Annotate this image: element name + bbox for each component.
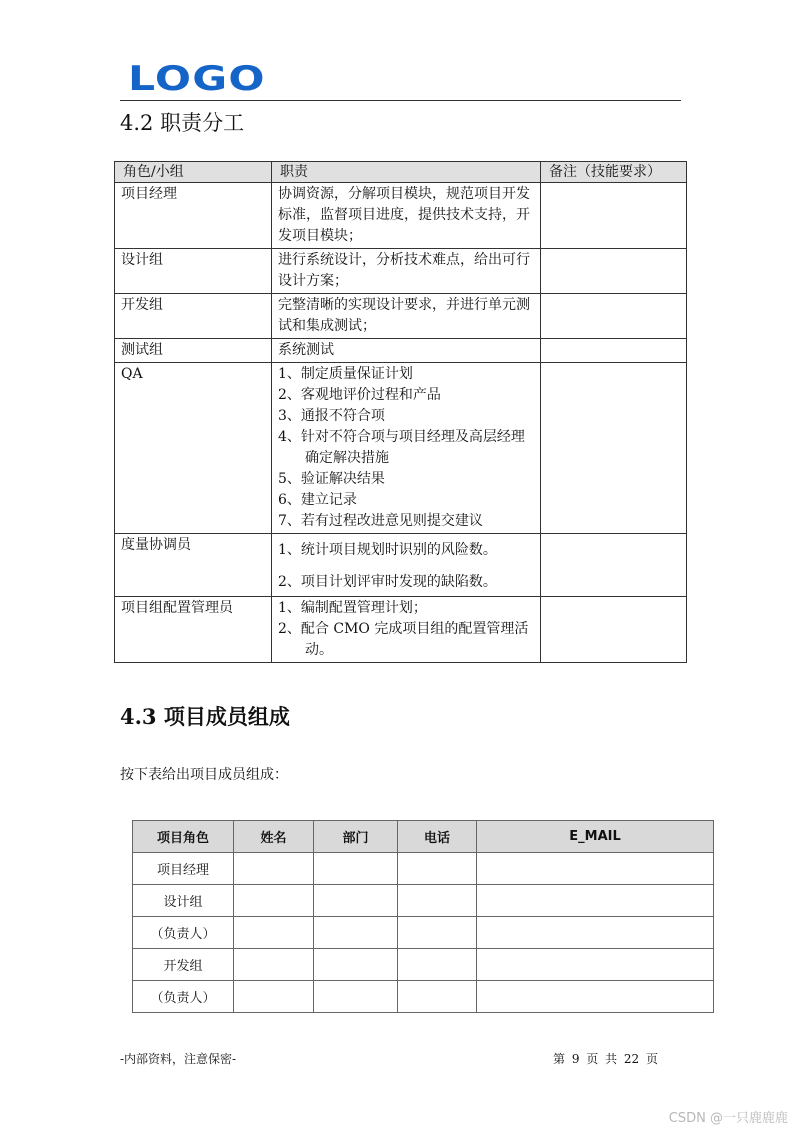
duty-list-item: 1、编制配置管理计划； [278,600,427,616]
name-cell[interactable] [234,949,314,981]
column-header-role: 角色/小组 [115,162,272,183]
note-cell [541,183,687,249]
intro-text: 按下表给出项目成员组成： [120,767,288,783]
department-cell[interactable] [314,981,398,1013]
duty-cell [272,597,541,663]
phone-cell[interactable] [398,853,477,885]
role-sub-cell: （负责人） [133,981,234,1013]
role-cell: 开发组 [115,294,272,339]
duty-list-item: 2、客观地评价过程和产品 [278,387,441,403]
email-cell[interactable] [477,853,714,885]
table-header-row [115,162,687,183]
duty-list-item: 1、统计项目规划时识别的风险数。 [278,542,497,558]
phone-cell[interactable] [398,949,477,981]
note-cell [541,339,687,363]
duty-list-item: 2、配合 CMO 完成项目组的配置管理活动。 [278,621,529,658]
role-cell: 项目组配置管理员 [115,597,272,663]
duty-cell: 进行系统设计，分析技术难点，给出可行设计方案； [272,249,541,294]
duty-list-item: 1、制定质量保证计划 [278,366,413,382]
duty-list-item: 6、建立记录 [278,492,357,508]
duty-list-item: 7、若有过程改进意见则提交建议 [278,513,483,529]
column-header-department: 部门 [314,821,398,853]
name-cell[interactable] [234,853,314,885]
table-row [133,917,714,949]
duty-cell: 系统测试 [272,339,541,363]
role-cell: QA [115,363,272,534]
duty-cell [272,534,541,597]
phone-cell[interactable] [398,917,477,949]
table-header-row [133,821,714,853]
table-row [115,249,687,294]
table-row [133,853,714,885]
email-cell[interactable] [477,917,714,949]
table-row [115,183,687,249]
role-cell: 测试组 [115,339,272,363]
role-cell: 开发组 [133,949,234,981]
department-cell[interactable] [314,853,398,885]
duty-cell: 完整清晰的实现设计要求，并进行单元测试和集成测试； [272,294,541,339]
note-cell [541,294,687,339]
table-row [115,339,687,363]
note-cell [541,597,687,663]
section-title-responsibilities: 4.2 职责分工 [120,111,245,135]
column-header-phone: 电话 [398,821,477,853]
role-cell: 项目经理 [115,183,272,249]
table-row [115,534,687,597]
column-header-duty: 职责 [272,162,541,183]
footer-page-number: 第 9 页 共 22 页 [553,1052,658,1066]
column-header-email: E_MAIL [477,821,714,853]
note-cell [541,249,687,294]
duty-cell [272,363,541,534]
member-table [132,820,714,1013]
table-row [115,597,687,663]
table-row [133,981,714,1013]
department-cell[interactable] [314,917,398,949]
note-cell [541,534,687,597]
section-title-members: 4.3 项目成员组成 [120,704,290,729]
note-cell [541,363,687,534]
email-cell[interactable] [477,981,714,1013]
email-cell[interactable] [477,949,714,981]
footer-confidential: -内部资料，注意保密- [120,1052,237,1066]
company-logo: LOGO [128,59,266,99]
header-rule [120,100,681,101]
role-cell: 设计组 [115,249,272,294]
department-cell[interactable] [314,885,398,917]
name-cell[interactable] [234,885,314,917]
name-cell[interactable] [234,917,314,949]
department-cell[interactable] [314,949,398,981]
phone-cell[interactable] [398,885,477,917]
watermark: CSDN @一只鹿鹿鹿 [668,1111,788,1126]
role-sub-cell: （负责人） [133,917,234,949]
duty-list-item: 4、针对不符合项与项目经理及高层经理确定解决措施 [278,429,525,466]
role-cell: 度量协调员 [115,534,272,597]
column-header-note: 备注（技能要求） [541,162,687,183]
table-row [115,294,687,339]
email-cell[interactable] [477,885,714,917]
column-header-role: 项目角色 [133,821,234,853]
table-row [133,949,714,981]
role-cell: 项目经理 [133,853,234,885]
name-cell[interactable] [234,981,314,1013]
table-row [115,363,687,534]
duty-list-item: 3、通报不符合项 [278,408,385,424]
phone-cell[interactable] [398,981,477,1013]
role-cell: 设计组 [133,885,234,917]
table-row [133,885,714,917]
duty-list-item: 2、项目计划评审时发现的缺陷数。 [278,574,497,590]
duty-list-item: 5、验证解决结果 [278,471,385,487]
column-header-name: 姓名 [234,821,314,853]
duty-cell: 协调资源，分解项目模块，规范项目开发标准，监督项目进度，提供技术支持，开发项目模块； [272,183,541,249]
responsibility-table [114,161,687,663]
